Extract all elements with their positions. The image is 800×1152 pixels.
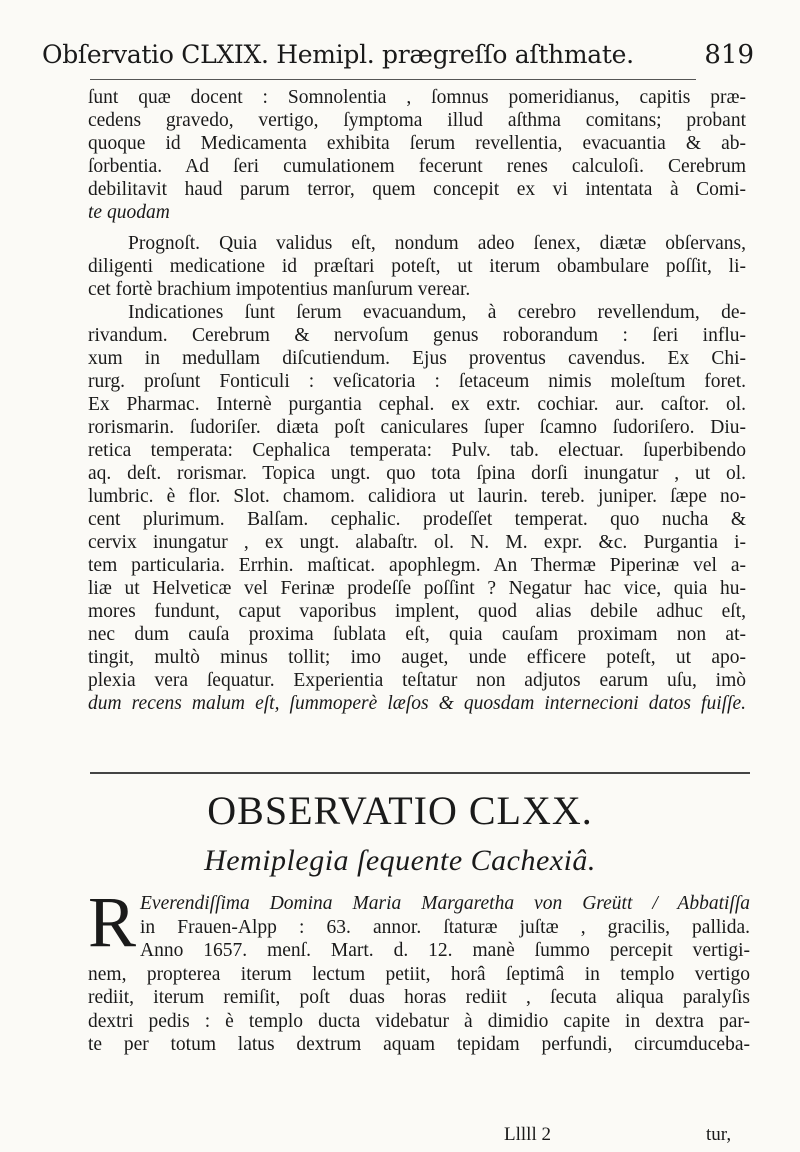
text-line: rorismarin. ſudoriſer. diæta poſt caniculares ſuper ſcamno ſudoriſero. Diu- (88, 417, 746, 438)
text-line: Everendiſſima Domina Maria Margaretha von Greütt / Abbatiſſa (140, 893, 750, 914)
text-line: nec dum cauſa proxima ſublata eſt, quia cauſam proximam non at- (88, 624, 746, 645)
text-line: in Frauen-Alpp : 63. annor. ſtaturæ juſtæ , gracilis, pallida. (140, 916, 750, 938)
text-line: ſunt quæ docent : Somnolentia , ſomnus pomeridianus, capitis præ- (88, 87, 746, 108)
text-line: cedens gravedo, vertigo, ſymptoma illud aſthma comitans; probant (88, 110, 746, 131)
text-line: rivandum. Cerebrum & nervoſum genus roborandum : ſeri influ- (88, 325, 746, 346)
signature-mark: Lllll 2 (504, 1124, 551, 1145)
running-title: Obſervatio CLXIX. Hemipl. prægreſſo aſthmate. (42, 40, 634, 69)
text-line: aq. deſt. rorismar. Topica ungt. quo tota ſpina dorſi inungatur , ut ol. (88, 463, 746, 484)
text-line: lumbric. è flor. Slot. chamom. calidiora ut laurin. tereb. juniper. ſæpe no- (88, 486, 746, 507)
text-line: cervix inungatur , ex ungt. alabaſtr. ol. N. M. expr. &c. Purgantia i- (88, 532, 746, 553)
text-line: dextri pedis : è templo ducta videbatur à dimidio capite in dextra par- (88, 1010, 750, 1032)
text-line: te per totum latus dextrum aquam tepidam perfundi, circumduceba- (88, 1034, 750, 1055)
text-line: dum recens malum eſt, ſummoperè læſos & quosdam internecioni datos fuiſſe. (88, 693, 746, 714)
page-number: 819 (704, 40, 754, 70)
text-line: diligenti medicatione id præſtari poteſt, ut iterum obambulare poſſit, li- (88, 256, 746, 277)
drop-cap: R (88, 882, 137, 962)
section-rule (90, 772, 750, 774)
text-line: tingit, multò minus tollit; imo auget, unde efficere poteſt, ut apo- (88, 647, 746, 668)
observation-subtitle: Hemiplegia ſequente Cachexiâ. (204, 844, 596, 877)
text-line: liæ ut Helveticæ vel Ferinæ prodeſſe poſſint ? Negatur hac vice, quia hu- (88, 578, 746, 599)
text-line: quoque id Medicamenta exhibita ſerum revellentia, evacuantia & ab- (88, 133, 746, 154)
observation-title: OBSERVATIO CLXX. (207, 788, 593, 833)
text-line: rurg. proſunt Fonticuli : veſicatoria : ſetaceum nimis moleſtum foret. (88, 371, 746, 392)
text-line: tem particularia. Errhin. maſticat. apophlegm. An Thermæ Piperinæ vel a- (88, 555, 746, 576)
text-line: debilitavit haud parum terror, quem concepit ex vi intentata à Comi- (88, 179, 746, 200)
observation-text (88, 882, 750, 1057)
text-line: retica temperata: Cephalica temperata: Pulv. tab. electuar. ſuperbibendo (88, 440, 746, 461)
catchword: tur, (706, 1124, 732, 1145)
text-line: ſorbentia. Ad ſeri cumulationem fecerunt renes calculoſi. Cerebrum (88, 156, 746, 177)
text-line: plexia vera ſequatur. Experientia teſtatur non adjutos earum uſu, imò (88, 670, 746, 691)
header-rule (90, 79, 696, 80)
text-line: Prognoſt. Quia validus eſt, nondum adeo ſenex, diætæ obſervans, (128, 233, 746, 254)
text-line: xum in medullam diſcutiendum. Ejus proventus cavendus. Ex Chi- (88, 348, 746, 369)
text-line: mores fundunt, caput vaporibus implent, quod alias debile adhuc eſt, (88, 601, 746, 622)
text-line: nem, propterea iterum lectum petiit, horâ ſeptimâ in templo vertigo (88, 963, 750, 985)
text-line: rediit, iterum remiſit, poſt duas horas rediit , ſecuta aliqua paralyſis (88, 987, 750, 1008)
running-head (42, 40, 754, 70)
text-line: cent plurimum. Balſam. cephalic. prodeſſet temperat. quo nucha & (88, 509, 746, 530)
text-line: Ex Pharmac. Internè purgantia cephal. ex extr. cochiar. aur. caſtor. ol. (88, 394, 746, 415)
body-text (88, 86, 746, 715)
text-line: Indicationes ſunt ſerum evacuandum, à cerebro revellendum, de- (128, 302, 746, 323)
text-line: te quodam (88, 202, 170, 223)
text-line: Anno 1657. menſ. Mart. d. 12. manè ſummo percepit vertigi- (140, 940, 750, 961)
text-line: cet fortè brachium impotentius manſurum verear. (88, 279, 471, 300)
